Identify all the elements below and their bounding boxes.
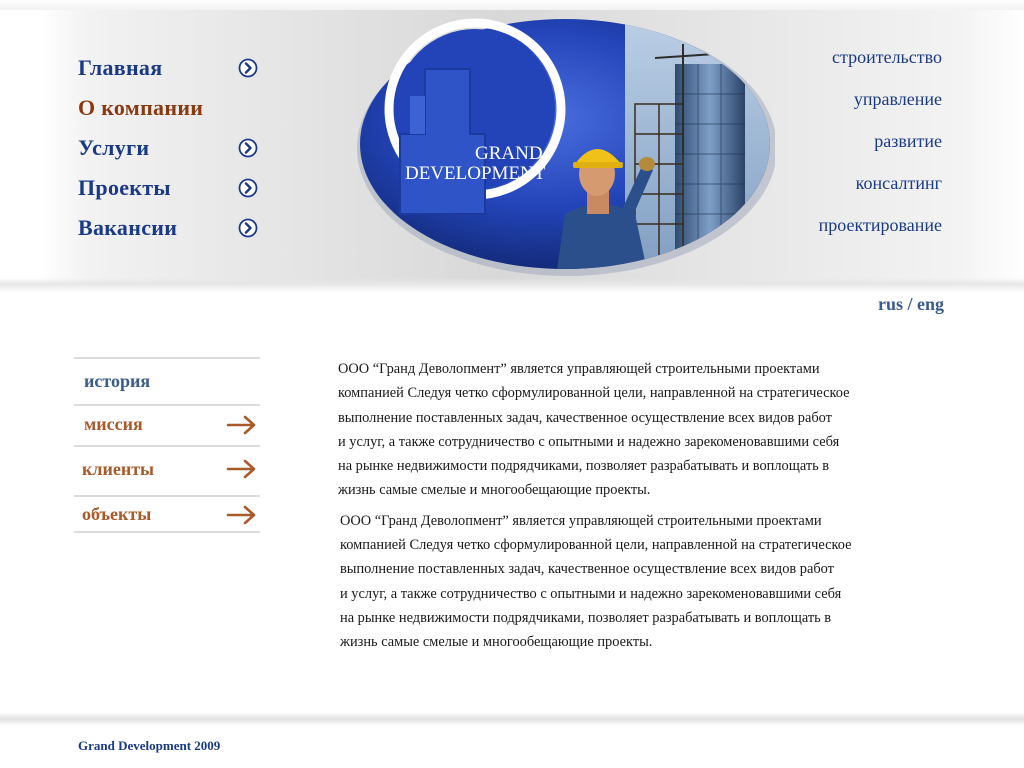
lang-separator: / [902,294,917,314]
language-switch [850,294,944,315]
circle-arrow-icon[interactable] [238,58,258,78]
right-nav-item-construction[interactable]: строительство [832,47,942,67]
nav-item-about[interactable] [78,88,268,128]
sub-nav-item-history[interactable] [74,357,260,404]
nav-item-label: Главная [78,55,163,80]
nav-item-services[interactable] [78,128,268,168]
nav-item-projects[interactable] [78,168,268,208]
logo-tower [410,96,425,134]
arrow-right-icon [226,459,258,479]
nav-item-label: О компании [78,95,204,120]
nav-item-home[interactable] [78,48,268,88]
sub-nav [74,357,260,533]
nav-item-label: Услуги [78,135,150,160]
lang-eng[interactable]: eng [917,294,944,314]
content-paragraph: ООО “Гранд Деволопмент” является управляющей строительными проектами компанией Следуя четко сформулированной цели, направленной на стратегическое выполнение поставленных задач, качественное осуществление всех видов работ и услуг, а также сотрудничество с опытными и надежно зарекоменовавшими себя на рынке недвижимости подрядчиками, позволяет разрабатывать и воплощать в жизнь самые смелые и многообещающие проекты. [338,361,850,499]
right-nav-item-management[interactable]: управление [853,89,942,109]
circle-arrow-icon[interactable] [238,138,258,158]
logo-text-grand: GRAND [475,143,543,164]
circle-arrow-icon[interactable] [238,178,258,198]
right-nav-item-design[interactable]: проектирование [818,215,942,235]
content-paragraph: ООО “Гранд Деволопмент” является управляющей строительными проектами компанией Следуя четко сформулированной цели, направленной на стратегическое выполнение поставленных задач, качественное осуществление всех видов работ и услуг, а также сотрудничество с опытными и надежно зарекоменовавшими себя на рынке недвижимости подрядчиками, позволяет разрабатывать и воплощать в жизнь самые смелые и многообещающие проекты. [340,512,852,651]
footer-copyright: Grand Development 2009 [78,738,221,753]
sub-nav-item-clients[interactable] [74,445,260,495]
arrow-right-icon [226,505,258,525]
circle-arrow-icon[interactable] [238,218,258,238]
content [338,357,950,655]
nav-item-label: Вакансии [78,215,178,240]
sub-nav-label: миссия [84,414,143,434]
logo-text-development: DEVELOPMENT [405,163,546,184]
logo-banner [325,14,775,284]
right-nav [760,44,942,254]
sub-nav-item-objects[interactable] [74,495,260,533]
sub-nav-label: история [84,371,151,391]
header-top-strip [0,0,1024,10]
sub-nav-item-mission[interactable] [74,404,260,445]
arrow-right-icon [226,415,258,435]
sub-nav-label: объекты [82,504,152,524]
header-banner [0,0,1024,292]
sub-nav-label: клиенты [82,459,155,479]
nav-item-label: Проекты [78,175,171,200]
lang-rus[interactable]: rus [877,294,903,314]
right-nav-item-development[interactable]: развитие [874,131,942,151]
main-nav [78,48,268,248]
nav-item-vacancies[interactable] [78,208,268,248]
footer-band [0,712,1024,726]
right-nav-item-consulting[interactable]: консалтинг [855,173,942,193]
